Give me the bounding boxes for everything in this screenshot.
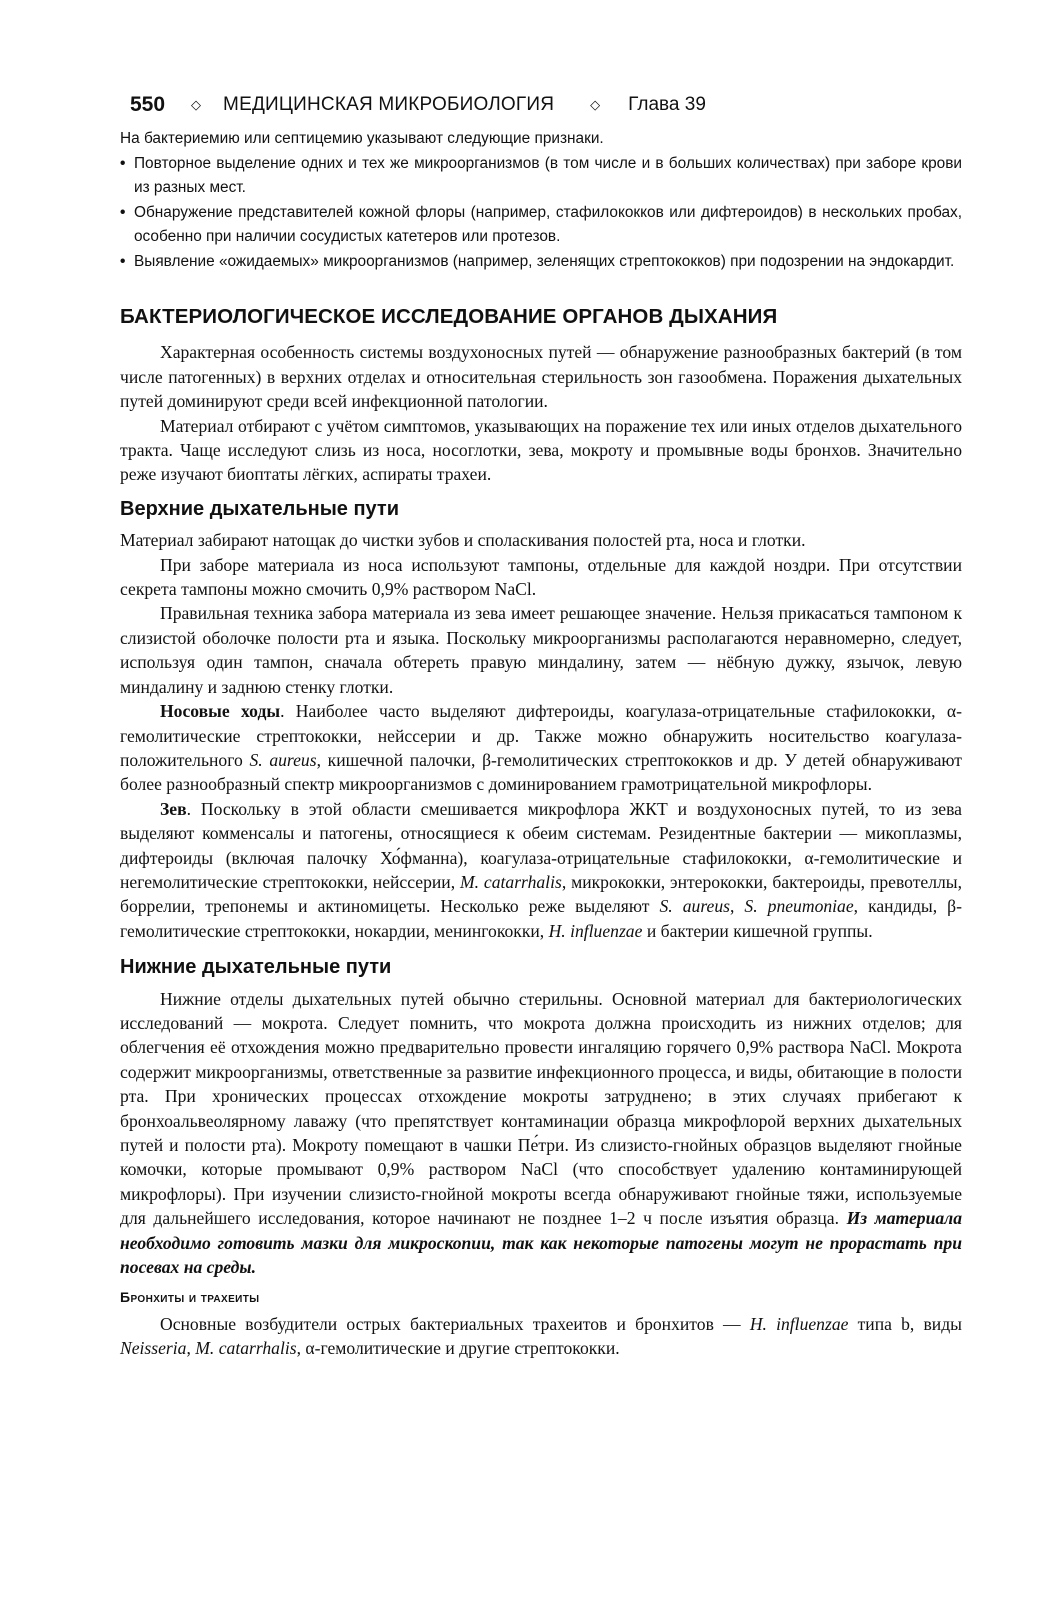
diamond-icon: ◇ <box>191 96 202 112</box>
page <box>120 88 962 1361</box>
emphasis-text: Из материала необходимо готовить мазки для микроскопии, так как некоторые патогены могут не прорастать при посевах на среды. <box>120 1208 963 1278</box>
bullet-icon: • <box>120 252 126 270</box>
species-name: M. catarrhalis <box>459 871 562 892</box>
species-name: M. catarrhalis <box>195 1338 297 1359</box>
running-head <box>120 88 962 122</box>
bullet-item <box>120 201 962 250</box>
section-paragraph: Материал отбирают с учётом симптомов, указывающих на поражение тех или иных отделов дыхательного тракта. Чаще исследуют слизь из носа, носоглотки, зева, мокроту и промывные воды бронхов. Значительно реже изучают биоптаты лёгких, аспираты трахеи. <box>120 415 962 485</box>
upper-paragraph: Материал забирают натощак до чистки зубов и споласкивания полостей рта, носа и глотки. <box>120 530 806 551</box>
upper-paragraph: Правильная техника забора материала из зева имеет решающее значение. Нельзя прикасаться тампоном к слизистой оболочке полости рта и языка. Поскольку микроорганизмы располагаются неравномерно, следует, используя один тампон, сначала обтереть правую миндалину, затем — нёбную дужку, язычок, левую миндалину и заднюю стенку глотки. <box>120 603 962 697</box>
nasal-paragraph: Носовые ходы. Наиболее часто выделяют дифтероиды, коагулаза-отрицательные стафилококки, α-гемолитические стрептококки, нейссерии и др. Также можно обнаружить носительство коагулаза-положительного S. aureus, кишечной палочки, β-гемолитических стрептококков и др. У детей обнаруживают более разнообразный спектр микроорганизмов с доминированием грамотрицательной микрофлоры. <box>120 701 962 795</box>
chapter-label: Глава 39 <box>628 93 706 115</box>
upper-paragraph: При заборе материала из носа используют тампоны, отдельные для каждой ноздри. При отсутствии секрета тампоны можно смочить 0,9% раствором NaCl. <box>120 554 962 600</box>
bullet-text: Выявление «ожидаемых» микроорганизмов (например, зеленящих стрептококков) при подозрении на эндокардит. <box>134 252 955 270</box>
bullet-text: Повторное выделение одних и тех же микроорганизмов (в том числе и в больших количествах) при заборе крови из разных мест. <box>134 154 962 196</box>
lower-paragraph: Нижние отделы дыхательных путей обычно стерильны. Основной материал для бактериологических исследований — мокрота. Следует помнить, что мокрота должна происходить из нижних отделов; для облегчения её отхождения можно предварительно провести ингаляцию горячего 0,9% раствора NaCl. Мокрота содержит микроорганизмы, ответственные за развитие инфекционного процесса, и виды, обитающие в полости рта. При хронических процессах отхождение мокроты затруднено; в этих случаях прибегают к бронхоальвеолярному лаважу (что препятствует контаминации образца микрофлорой верхних дыхательных путей и полости рта). Мокроту помещают в чашки Пе́три. Из слизисто-гнойных образцов выделяют гнойные комочки, которые промывают 0,9% раствором NaCl (что способствует удалению контаминирующей микрофлоры). При изучении слизисто-гнойной мокроты всегда обнаруживают гнойные тяжи, используемые для дальнейшего исследования, которое начинают не позднее 1–2 ч после изъятия образца. Из материала необходимо готовить мазки для микроскопии, так как некоторые патогены могут не прорастать при посевах на среды. <box>120 988 963 1278</box>
subsection-title-lower: Нижние дыхательные пути <box>120 956 392 979</box>
subsubsection-title: Бронхиты и трахеиты <box>120 1289 260 1306</box>
page-number: 550 <box>130 92 166 116</box>
species-name: S. aureus <box>659 896 730 917</box>
intro-lead: На бактериемию или септицемию указывают следующие признаки. <box>120 130 604 147</box>
species-name: S. aureus <box>249 749 317 770</box>
intro-block <box>120 127 962 274</box>
nasal-term: Носовые ходы <box>160 701 281 722</box>
species-name: H. influenzae <box>749 1313 849 1334</box>
bullet-icon: • <box>120 154 126 172</box>
bullet-icon: • <box>120 203 126 221</box>
species-name: S. pneumoniae <box>744 896 854 917</box>
throat-term: Зев <box>160 798 187 819</box>
diamond-icon: ◇ <box>590 96 601 112</box>
throat-paragraph: Зев. Поскольку в этой области смешивается микрофлора ЖКТ и воздухоносных путей, то из зева выделяют комменсалы и патогены, относящиеся к обеим системам. Резидентные бактерии — микоплазмы, дифтероиды (включая палочку Хо́фманна), коагулаза-отрицательные стафилококки, α-гемолитические и негемолитические стрептококки, нейссерии, M. catarrhalis, микрококки, энтерококки, бактероиды, превотеллы, боррелии, трепонемы и актиномицеты. Несколько реже выделяют S. aureus, S. pneumoniae, кандиды, β-гемолитические стрептококки, нокардии, менингококки, H. influenzae и бактерии кишечной группы. <box>120 798 962 941</box>
bullet-item <box>120 250 962 275</box>
bullet-text: Обнаружение представителей кожной флоры (например, стафилококков или дифтероидов) в нескольких пробах, особенно при наличии сосудистых катетеров или протезов. <box>134 203 962 245</box>
species-name: H. influenzae <box>548 920 643 941</box>
section-title: БАКТЕРИОЛОГИЧЕСКОЕ ИССЛЕДОВАНИЕ ОРГАНОВ ДЫХАНИЯ <box>120 305 778 328</box>
book-title: МЕДИЦИНСКАЯ МИКРОБИОЛОГИЯ <box>223 93 555 115</box>
subsection-title-upper: Верхние дыхательные пути <box>120 497 400 520</box>
species-name: Neisseria <box>120 1338 187 1359</box>
section-paragraph: Характерная особенность системы воздухоносных путей — обнаружение разнообразных бактерий (в том числе патогенных) в верхних отделах и относительная стерильность зон газообмена. Поражения дыхательных путей доминируют среди всей инфекционной патологии. <box>120 342 962 412</box>
bronchitis-paragraph: Основные возбудители острых бактериальных трахеитов и бронхитов — H. influenzae типа b, виды Neisseria, M. catarrhalis, α-гемолитические и другие стрептококки. <box>120 1313 962 1359</box>
bullet-item <box>120 152 962 201</box>
